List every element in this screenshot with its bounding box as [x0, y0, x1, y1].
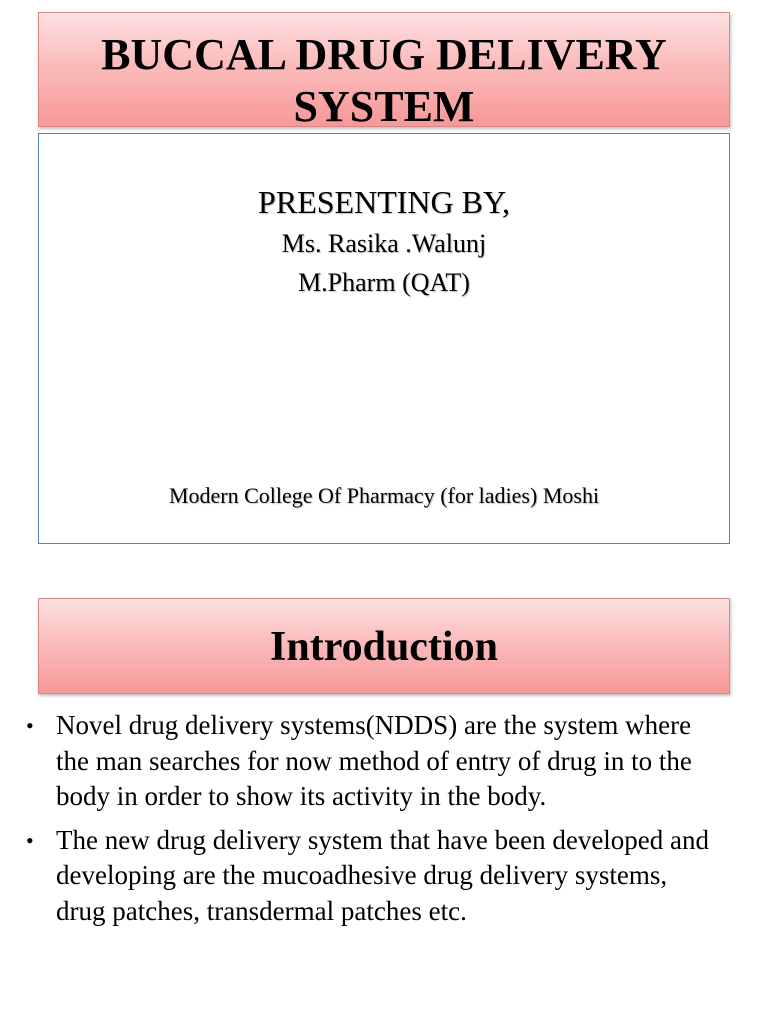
title-banner — [38, 12, 730, 131]
bullet-icon: • — [26, 827, 34, 853]
introduction-banner — [38, 598, 730, 694]
list-item — [22, 708, 712, 815]
bullet-list — [22, 708, 712, 937]
bullet-icon: • — [26, 713, 34, 738]
section-heading: Introduction — [270, 624, 498, 670]
bullet-text: Novel drug delivery systems(NDDS) are the system where the man searches for now method of entry of drug in to the body in order to show its activity in the body. — [56, 710, 692, 811]
presenting-heading: PRESENTING BY, — [258, 184, 510, 220]
college-name: Modern College Of Pharmacy (for ladies) Moshi — [168, 483, 600, 508]
bullet-text: The new drug delivery system that have been developed and developing are the mucoadhesive drug delivery systems, drug patches, transdermal patches etc. — [56, 824, 710, 926]
slide-title: BUCCAL DRUG DELIVERY SYSTEM — [101, 30, 667, 131]
list-item — [22, 823, 712, 930]
presenter-degree: M.Pharm (QAT) — [298, 268, 470, 297]
presenter-name: Ms. Rasika .Walunj — [281, 229, 487, 258]
presenter-info-box — [38, 133, 730, 544]
